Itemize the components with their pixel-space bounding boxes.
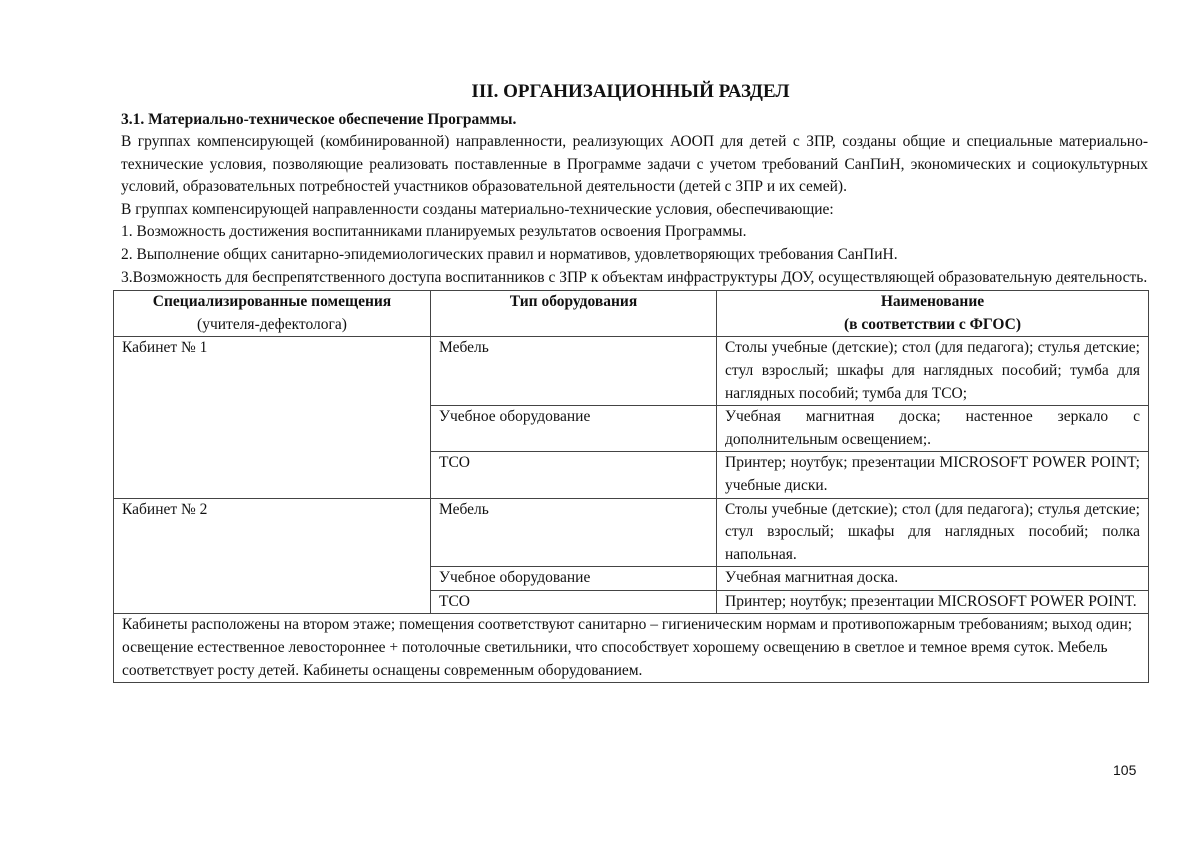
header-rooms-sub: (учителя-дефектолога) [197,315,347,333]
header-rooms [114,291,431,337]
paragraph-conditions: В группах компенсирующей направленности созданы материально-технические условия, обеспечивающие: [121,200,834,218]
equipment-desc-cell: Столы учебные (детские); стол (для педагога); стулья детские; стул взрослый; шкафы для наглядных пособий; полка напольная. [717,498,1149,567]
equipment-type-cell: Учебное оборудование [431,567,717,591]
table-row [114,498,1149,567]
equipment-desc-cell: Столы учебные (детские); стол (для педагога); стулья детские; стул взрослый; шкафы для наглядных пособий; тумба для наглядных пособий; тумба для ТСО; [717,337,1149,406]
equipment-type-cell: ТСО [431,452,717,498]
header-name-title: Наименование [880,293,985,311]
list-item-2: 2. Выполнение общих санитарно-эпидемиологических правил и нормативов, удовлетворяющих требования СанПиН. [121,245,898,263]
list-item-1: 1. Возможность достижения воспитанниками планируемых результатов освоения Программы. [121,223,747,241]
equipment-desc-cell: Учебная магнитная доска. [717,567,1149,591]
header-rooms-title: Специализированные помещения [152,293,392,311]
equipment-table [113,290,1149,683]
equipment-type-cell: Мебель [431,498,717,567]
paragraph-intro: В группах компенсирующей (комбинированной) направленности, реализующих АООП для детей с ЗПР, созданы общие и специальные материально-технические условия, позволяющие реализовать поставленные в Программе задачи с учетом требований СанПиН, экономических и социокультурных условий, образовательных потребностей участников образовательной деятельности (детей с ЗПР и их семей). [121,133,1148,196]
section-title: III. ОРГАНИЗАЦИОННЫЙ РАЗДЕЛ [471,81,790,102]
header-name-sub: (в соответствии с ФГОС) [844,315,1021,333]
header-name [717,291,1149,337]
header-equipment-type [431,291,717,337]
equipment-desc-cell: Принтер; ноутбук; презентации MICROSOFT POWER POINT. [717,590,1149,614]
table-header-row [114,291,1149,337]
subsection-title: 3.1. Материально-техническое обеспечение Программы. [121,111,517,128]
table-footer-note: Кабинеты расположены на втором этаже; помещения соответствуют санитарно – гигиеническим нормам и противопожарным требованиям; выход один; освещение естественное левостороннее + потолочные светильники, что способствует хорошему освещению в светлое и темное время суток. Мебель соответствует росту детей. Кабинеты оснащены современным оборудованием. [114,614,1149,683]
page-number: 105 [1113,762,1137,778]
table-row [114,337,1149,406]
table-footer-row [114,614,1149,683]
equipment-desc-cell: Принтер; ноутбук; презентации MICROSOFT POWER POINT; учебные диски. [717,452,1149,498]
list-item-3: 3.Возможность для беспрепятственного доступа воспитанников с ЗПР к объектам инфраструктуры ДОУ, осуществляющей образовательную деятельность. [121,268,1148,286]
equipment-type-cell: ТСО [431,590,717,614]
document-page [113,80,1148,683]
equipment-type-cell: Учебное оборудование [431,406,717,452]
equipment-type-cell: Мебель [431,337,717,406]
room-cell: Кабинет № 2 [114,498,431,614]
room-cell: Кабинет № 1 [114,337,431,498]
equipment-desc-cell: Учебная магнитная доска; настенное зеркало с дополнительным освещением;. [717,406,1149,452]
header-equipment-type-title: Тип оборудования [509,293,638,311]
